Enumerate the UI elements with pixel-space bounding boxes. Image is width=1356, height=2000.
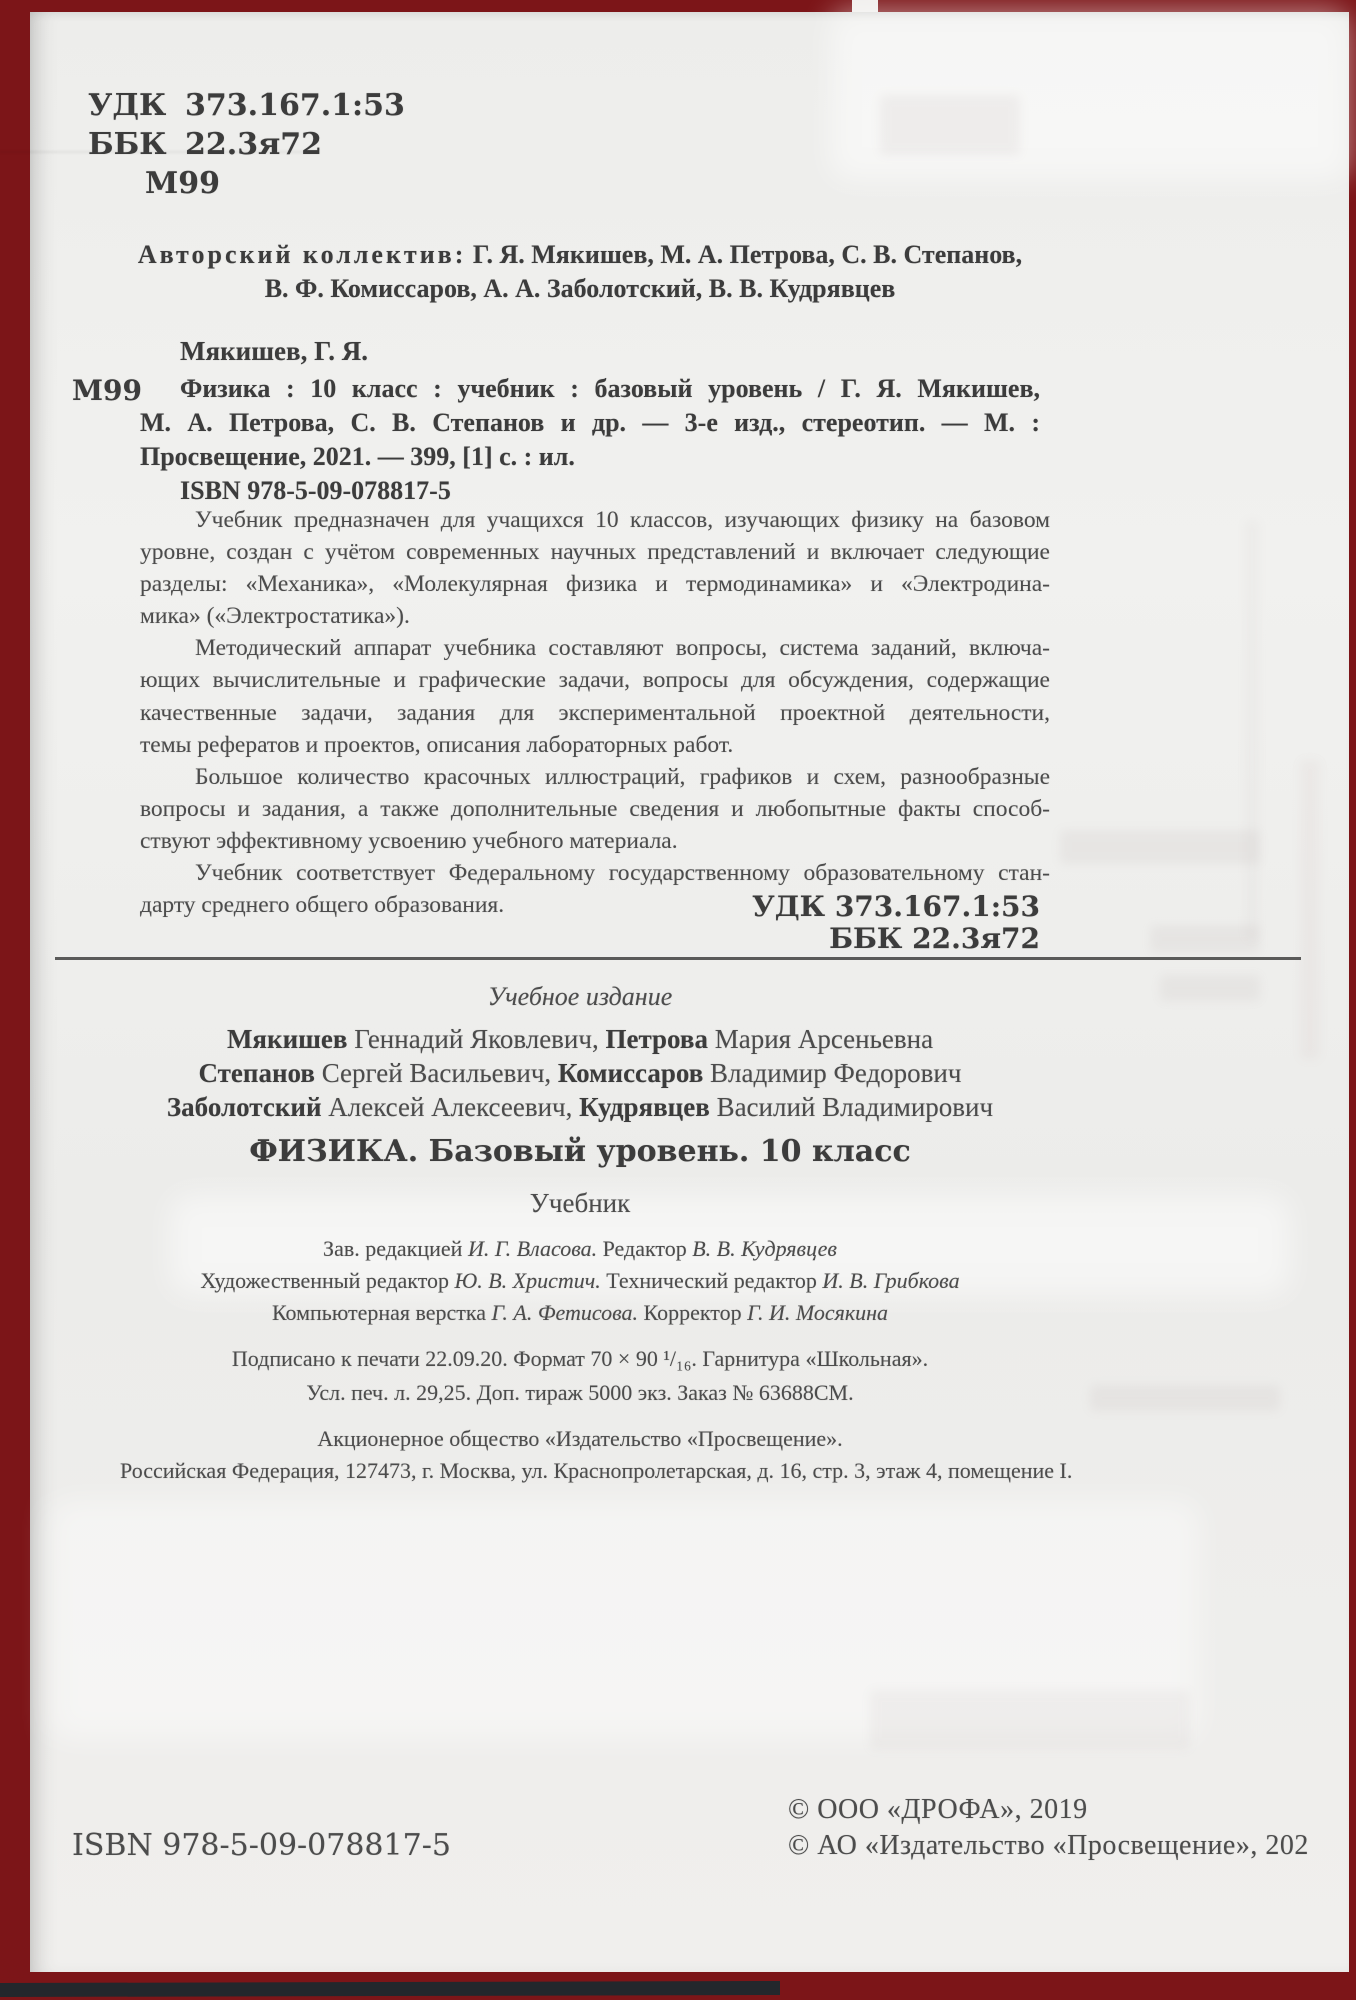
print-info-line: Усл. печ. л. 29,25. Доп. тираж 5000 экз. Заказ № 63688СМ. — [306, 1380, 854, 1405]
annotation-line: качественные задачи, задания для экспериментальной проектной деятельности, — [140, 699, 1050, 726]
scan-artifact — [1300, 760, 1320, 1060]
annotation-line: вопросы и задания, а также дополнительные сведения и любопытные факты способ- — [140, 795, 1050, 822]
annotation-line: мика» («Электростатика»). — [140, 603, 410, 630]
footer-isbn: ISBN 978-5-09-078817-5 — [72, 1828, 451, 1863]
annotation-line: уровне, создан с учётом современных научных представлений и включает следующие — [140, 539, 1050, 566]
annotation-line: Учебник соответствует Федеральному государственному образовательному стан- — [195, 860, 1050, 887]
annotation-line: Учебник предназначен для учащихся 10 классов, изучающих физику на базовом — [195, 507, 1050, 533]
bbk-line — [88, 125, 322, 164]
bbk-label: ББК — [88, 127, 167, 162]
scan-artifact — [1150, 925, 1260, 953]
copyright-drofa: © ООО «ДРОФА», 2019 — [788, 1794, 1088, 1825]
print-info-line: Подписано к печати 22.09.20. Формат 70 × 90 ¹/₁₆. Гарнитура «Школьная». — [231, 1346, 929, 1371]
staff-line: Компьютерная верстка Г. А. Фетисова. Корректор Г. И. Мосякина — [271, 1300, 889, 1325]
full-author-line: Степанов Сергей Васильевич, Комиссаров Владимир Федорович — [198, 1058, 962, 1088]
card-line: Просвещение, 2021. — 399, [1] с. : ил. — [140, 442, 575, 471]
scan-artifact — [1160, 975, 1260, 1001]
card-author-heading: Мякишев, Г. Я. — [180, 336, 368, 366]
book-title: ФИЗИКА. Базовый уровень. 10 класс — [249, 1134, 911, 1169]
annotation-line: темы рефератов и проектов, описания лабораторных работ. — [140, 731, 734, 758]
card-description — [140, 372, 1040, 508]
annotation — [140, 504, 1050, 921]
edition-type: Учебное издание — [487, 982, 673, 1011]
annotation-line: Большое количество красочных иллюстраций, графиков и схем, разнообразные — [195, 763, 1050, 790]
scan-artifact — [1090, 1385, 1280, 1411]
scan-artifact — [1245, 520, 1259, 940]
frame-left — [0, 0, 30, 2000]
scan-artifact — [870, 1690, 1190, 1750]
udc-label: УДК — [88, 88, 167, 123]
scan-edge-shadow — [0, 1981, 780, 1997]
card-line: Физика : 10 класс : учебник : базовый уровень / Г. Я. Мякишев, — [180, 374, 1040, 403]
codes-bottom — [752, 891, 1040, 955]
annotation-line: дарту среднего общего образования. — [140, 892, 505, 919]
copyright-prosveshchenie: © АО «Издательство «Просвещение», 202 — [788, 1830, 1309, 1861]
annotation-line: ствуют эффективному усвоению учебного материала. — [140, 827, 678, 854]
publisher-name: Акционерное общество «Издательство «Просвещение». — [317, 1426, 843, 1451]
annotation-line: ющих вычислительные и графические задачи, вопросы для обсуждения, содержащие — [140, 667, 1050, 694]
bbk-bottom: ББК 22.3я72 — [829, 922, 1040, 955]
author-sign-top: М99 — [145, 166, 220, 201]
team-line-1: Авторский коллектив: Г. Я. Мякишев, М. А. Петрова, С. В. Степанов, — [137, 240, 1023, 269]
full-author-line: Заболотский Алексей Алексеевич, Кудрявцев Василий Владимирович — [166, 1092, 994, 1122]
divider-rule — [55, 957, 1301, 960]
publisher-address: Российская Федерация, 127473, г. Москва, ул. Краснопролетарская, д. 16, стр. 3, этаж 4, помещение I. — [120, 1458, 1073, 1483]
frame-right — [1349, 0, 1356, 2000]
book-subtitle: Учебник — [529, 1188, 631, 1218]
staff-line: Зав. редакцией И. Г. Власова. Редактор В. В. Кудрявцев — [323, 1236, 837, 1261]
bbk-value: 22.3я72 — [185, 127, 322, 162]
udc-bottom: УДК 373.167.1:53 — [751, 890, 1040, 923]
udc-line — [88, 86, 405, 125]
card-line: М. А. Петрова, С. В. Степанов и др. — 3-е изд., стереотип. — М. : — [140, 408, 1040, 437]
scan-artifact — [880, 95, 1020, 155]
annotation-line: Методический аппарат учебника составляют вопросы, система заданий, включа- — [195, 635, 1050, 662]
annotation-line: разделы: «Механика», «Молекулярная физика и термодинамика» и «Электродина- — [140, 571, 1050, 598]
full-author-line: Мякишев Геннадий Яковлевич, Петрова Мария Арсеньевна — [226, 1024, 934, 1054]
staff-line: Художественный редактор Ю. В. Христич. Технический редактор И. В. Грибкова — [200, 1268, 960, 1293]
scan-artifact — [1060, 830, 1260, 864]
card-author-sign: М99 — [72, 374, 142, 407]
udc-value: 373.167.1:53 — [185, 88, 405, 123]
card-isbn: ISBN 978-5-09-078817-5 — [180, 476, 451, 505]
team-line-2: В. Ф. Комиссаров, А. А. Заболотский, В. В. Кудрявцев — [264, 274, 896, 303]
